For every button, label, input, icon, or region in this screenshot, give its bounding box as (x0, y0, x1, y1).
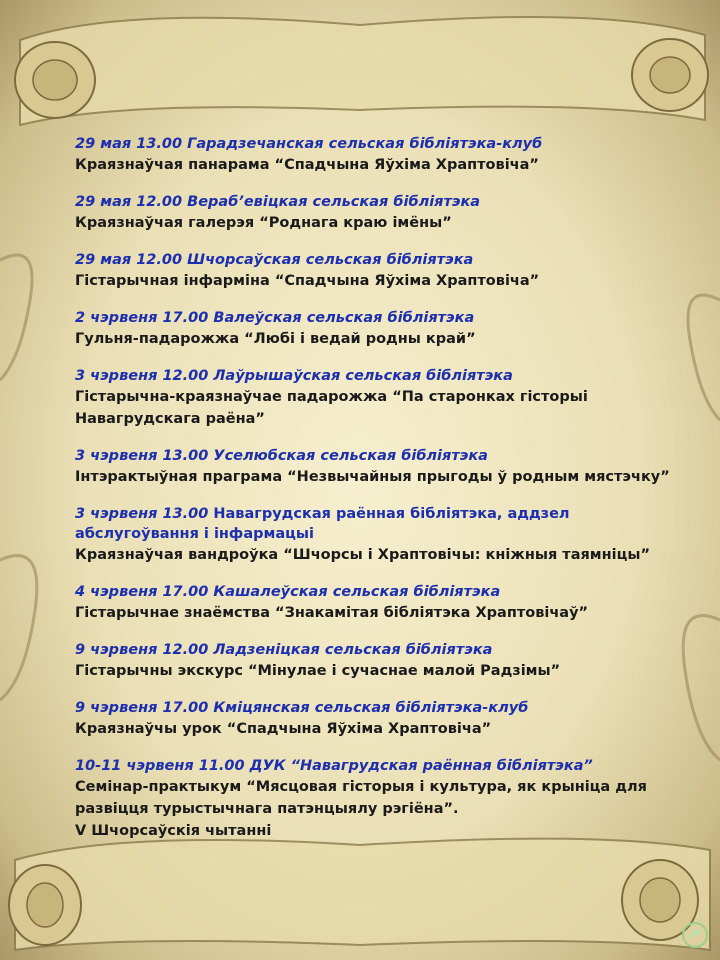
leaf-logo-icon (680, 920, 710, 950)
event-header (75, 250, 687, 270)
event-description: Інтэрактыўная праграма “Незвычайныя прыгоды ў родным мястэчку” (75, 469, 670, 485)
event-item (75, 582, 687, 624)
event-header (75, 366, 687, 386)
event-extra: V Шчорсаўскія чытанні (75, 823, 272, 839)
event-header (75, 698, 687, 718)
event-item (75, 192, 687, 234)
event-description: Гістарычнае знаёмства “Знакамітая бібліятэка Храптовічаў” (75, 605, 589, 621)
event-item (75, 640, 687, 682)
event-header (75, 582, 687, 602)
event-date: 4 чэрвеня 17.00 (75, 584, 209, 600)
event-place: Валеўская сельская бібліятэка (213, 310, 475, 326)
event-header (75, 308, 687, 328)
event-date: 9 чэрвеня 12.00 (75, 642, 209, 658)
event-item (75, 366, 687, 430)
event-item (75, 250, 687, 292)
event-place: Лаўрышаўская сельская бібліятэка (213, 368, 513, 384)
event-description: Краязнаўчы урок “Спадчына Яўхіма Храптовіча” (75, 721, 492, 737)
event-header (75, 134, 687, 154)
event-place: Гарадзечанская сельская бібліятэка-клуб (187, 136, 543, 152)
event-place: Кашалеўская сельская бібліятэка (213, 584, 501, 600)
event-item (75, 446, 687, 488)
event-description: Гульня-падарожжа “Любі і ведай родны край” (75, 331, 476, 347)
event-list (75, 134, 687, 858)
event-place: ДУК “Навагрудская раённая бібліятэка” (249, 758, 593, 774)
event-date: 10-11 чэрвеня 11.00 (75, 758, 245, 774)
event-description: Гістарычная інфарміна “Спадчына Яўхіма Храптовіча” (75, 273, 540, 289)
event-description: Краязнаўчая панарама “Спадчына Яўхіма Храптовіча” (75, 157, 539, 173)
event-place: Вераб’евіцкая сельская бібліятэка (187, 194, 481, 210)
event-header (75, 192, 687, 212)
event-header (75, 446, 687, 466)
event-date: 3 чэрвеня 13.00 (75, 506, 209, 522)
event-date: 3 чэрвеня 13.00 (75, 448, 209, 464)
event-date: 29 мая 13.00 (75, 136, 183, 152)
event-date: 29 мая 12.00 (75, 194, 183, 210)
event-item (75, 504, 687, 566)
event-description: Гістарычны экскурс “Мінулае і сучаснае малой Радзімы” (75, 663, 561, 679)
event-description: Семінар-практыкум “Мясцовая гісторыя і культура, як крыніца для развіцця турыстычнага патэнцыялу рэгіёна”. (75, 779, 647, 817)
event-date: 2 чэрвеня 17.00 (75, 310, 209, 326)
event-header (75, 640, 687, 660)
event-item (75, 756, 687, 842)
event-description: Краязнаўчая галерэя “Роднага краю імёны” (75, 215, 452, 231)
event-description: Гістарычна-краязнаўчае падарожжа “Па старонках гісторыі Навагрудскага раёна” (75, 389, 588, 427)
event-date: 29 мая 12.00 (75, 252, 183, 268)
event-item (75, 308, 687, 350)
event-header (75, 504, 687, 544)
event-place: Уселюбская сельская бібліятэка (213, 448, 488, 464)
event-date: 9 чэрвеня 17.00 (75, 700, 209, 716)
event-header (75, 756, 687, 776)
event-description: Краязнаўчая вандроўка “Шчорсы і Храптовічы: кніжныя таямніцы” (75, 547, 651, 563)
event-place: Навагрудская раённая бібліятэка, аддзел абслугоўвання і інфармацыі (75, 506, 570, 542)
event-place: Шчорсаўская сельская бібліятэка (187, 252, 474, 268)
event-item (75, 698, 687, 740)
event-place: Кміцянская сельская бібліятэка-клуб (213, 700, 529, 716)
event-date: 3 чэрвеня 12.00 (75, 368, 209, 384)
event-item (75, 134, 687, 176)
event-place: Ладзеніцкая сельская бібліятэка (213, 642, 493, 658)
